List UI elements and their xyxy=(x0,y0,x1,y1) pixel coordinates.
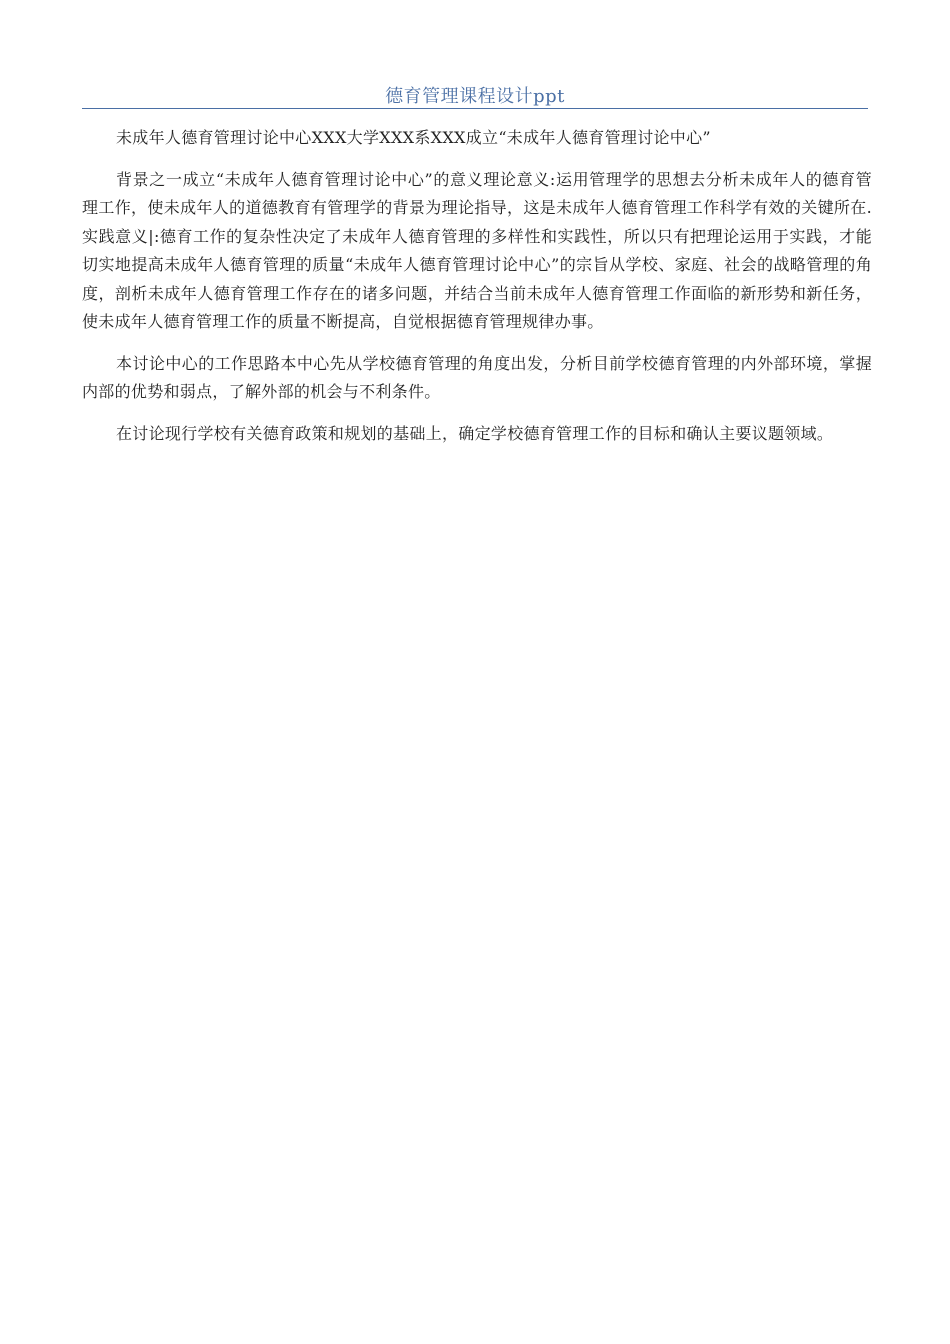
paragraph-policy-discussion: 在讨论现行学校有关德育政策和规划的基础上，确定学校德育管理工作的目标和确认主要议题领域。 xyxy=(116,423,834,443)
paragraph-intro: 未成年人德育管理讨论中心XXX大学XXX系XXX成立“未成年人德育管理讨论中心” xyxy=(116,128,711,147)
paragraph-work-approach: 本讨论中心的工作思路本中心先从学校德育管理的角度出发，分析目前学校德育管理的内外部环境，掌握内部的优势和弱点，了解外部的机会与不利条件。 xyxy=(82,353,872,401)
page-header-title: 德育管理课程设计ppt xyxy=(385,86,565,107)
document-body xyxy=(82,124,872,461)
header-divider xyxy=(82,108,868,109)
paragraph-background: 背景之一成立“未成年人德育管理讨论中心”的意义理论意义:运用管理学的思想去分析未成年人的德育管理工作，使未成年人的道德教育有管理学的背景为理论指导，这是未成年人德育管理工作科学有效的关键所在.实践意义|:德育工作的复杂性决定了未成年人德育管理的多样性和实践性，所以只有把理论运用于实践，才能切实地提高未成年人德育管理的质量“未成年人德育管理讨论中心”的宗旨从学校、家庭、社会的战略管理的角度，剖析未成年人德育管理工作存在的诸多问题，并结合当前未成年人德育管理工作面临的新形势和新任务，使未成年人德育管理工作的质量不断提高，自觉根据德育管理规律办事。 xyxy=(82,169,872,331)
